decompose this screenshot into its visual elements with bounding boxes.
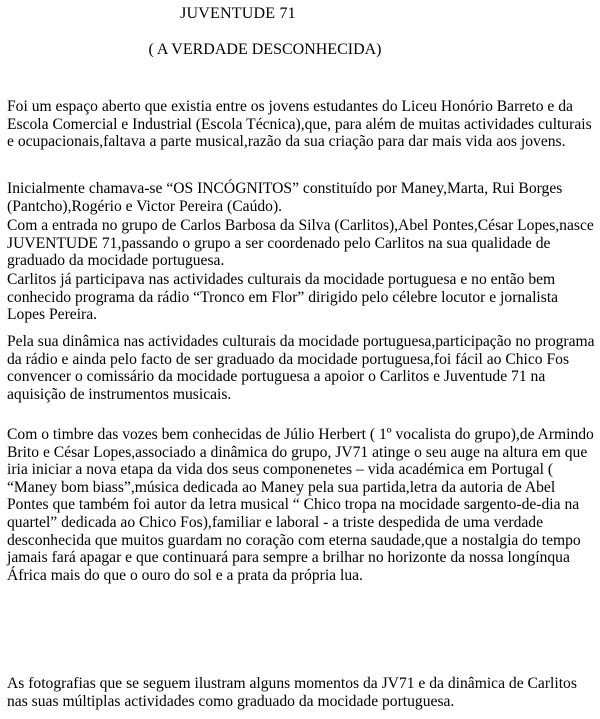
paragraph-photos-caption: As fotografias que se seguem ilustram alguns momentos da JV71 e da dinâmica de Carlitos nas suas múltiplas actividades como graduado da mocidade portuguesa.	[7, 675, 577, 710]
document-subtitle: ( A VERDADE DESCONHECIDA)	[148, 41, 382, 58]
paragraph-instruments: Pela sua dinâmica nas actividades culturais da mocidade portuguesa,participação no programa da rádio e ainda pelo facto de ser graduado da mocidade portuguesa,foi fácil ao Chico Fos convencer o comissário da mocidade portuguesa a apoior o Carlitos e Juventude 71 na aquisição de instrumentos musicais.	[7, 333, 595, 403]
paragraph-founding: Com a entrada no grupo de Carlos Barbosa da Silva (Carlitos),Abel Pontes,César Lopes,nasce JUVENTUDE 71,passando o grupo a ser coordenado pelo Carlitos na sua qualidade de graduado da mocidade portuguesa.	[7, 217, 594, 270]
paragraph-intro: Foi um espaço aberto que existia entre os jovens estudantes do Liceu Honório Barreto e da Escola Comercial e Industrial (Escola Técnica),que, para além de muitas actividades culturais e ocupacionais,faltava a parte musical,razão da sua criação para dar mais vida aos jovens.	[7, 98, 592, 151]
document-title: JUVENTUDE 71	[180, 5, 296, 22]
paragraph-radio: Carlitos já participava nas actividades culturais da mocidade portuguesa e no então bem conhecido programa da rádio “Tronco em Flor” dirigido pelo célebre locutor e jornalista Lopes Pereira.	[7, 271, 559, 324]
paragraph-voices: Com o timbre das vozes bem conhecidas de Júlio Herbert ( 1º vocalista do grupo),de Armindo Brito e César Lopes,associado a dinâmica do grupo, JV71 atinge o seu auge na altura em que iria iniciar a nova etapa da vida dos seus componenetes – vida académica em Portugal ( “Maney bom biass”,música dedicada ao Maney pela sua partida,letra da autoria de Abel Pontes que também foi autor da letra musical “ Chico tropa na mocidade sargento-de-dia na quartel” dedicada ao Chico Fos),familiar e laboral - a triste despedida de uma verdade desconhecida que muitos guardam no coração com eterna saudade,que a nostalgia do tempo jamais fará apagar e que continuará para sempre a brilhar no horizonte da nossa longínqua África mais do que o ouro do sol e a prata da própria lua.	[7, 426, 594, 584]
paragraph-incognitos: Inicialmente chamava-se “OS INCÓGNITOS” constituído por Maney,Marta, Rui Borges (Pantcho),Rogério e Victor Pereira (Caúdo).	[7, 180, 563, 215]
